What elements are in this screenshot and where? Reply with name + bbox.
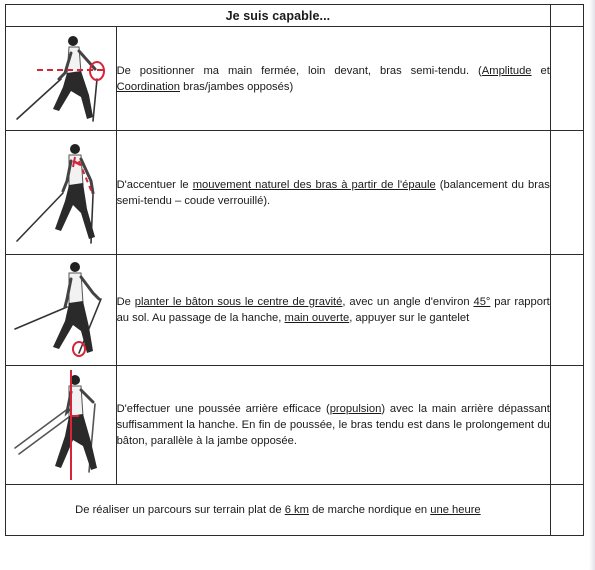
- header-check-cell: [550, 5, 583, 27]
- walker-push-back-icon: [9, 368, 113, 482]
- checkbox-cell[interactable]: [550, 485, 583, 536]
- checkbox-cell[interactable]: [550, 131, 583, 255]
- final-goal-text: De réaliser un parcours sur terrain plat de 6 km de marche nordique en une heure: [6, 485, 551, 536]
- walker-arm-forward-icon: [9, 29, 113, 129]
- row-illustration-cell: [6, 255, 117, 366]
- skill-row: [6, 255, 584, 366]
- skill-row: [6, 27, 584, 131]
- skill-row: [6, 131, 584, 255]
- row-illustration-cell: [6, 27, 117, 131]
- checkbox-cell[interactable]: [550, 366, 583, 485]
- row-illustration-cell: [6, 131, 117, 255]
- skills-table: [5, 4, 584, 536]
- checkbox-cell[interactable]: [550, 27, 583, 131]
- row-illustration-cell: [6, 366, 117, 485]
- skill-description: De positionner ma main fermée, loin devant, bras semi-tendu. (Amplitude et Coordination bras/jambes opposés): [116, 27, 550, 131]
- walker-pole-plant-icon: [9, 257, 113, 363]
- walker-shoulder-swing-icon: [9, 135, 113, 251]
- table-title: Je suis capable...: [6, 5, 551, 27]
- skill-row: [6, 366, 584, 485]
- skill-description: D'accentuer le mouvement naturel des bras à partir de l'épaule (balancement du bras semi-tendu – coude verrouillé).: [116, 131, 550, 255]
- final-goal-row: [6, 485, 584, 536]
- scan-edge-shadow: [589, 0, 595, 570]
- skill-description: D'effectuer une poussée arrière efficace (propulsion) avec la main arrière dépassant suffisamment la hanche. En fin de poussée, le bras tendu est dans le prolongement du bâton, parallèle à la jambe opposée.: [116, 366, 550, 485]
- checkbox-cell[interactable]: [550, 255, 583, 366]
- skill-description: De planter le bâton sous le centre de gravité, avec un angle d'environ 45° par rapport au sol. Au passage de la hanche, main ouverte, appuyer sur le gantelet: [116, 255, 550, 366]
